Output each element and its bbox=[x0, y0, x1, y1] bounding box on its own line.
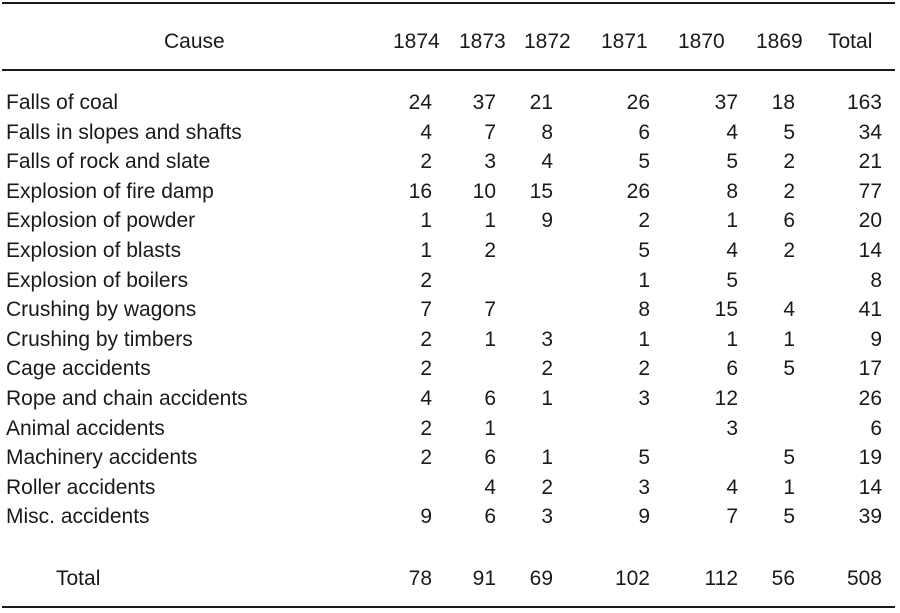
row-value: 3 bbox=[484, 150, 496, 174]
header-1874: 1874 bbox=[393, 30, 440, 53]
row-value: 5 bbox=[783, 505, 795, 529]
row-cause: Explosion of fire damp bbox=[6, 179, 214, 203]
row-value: 1 bbox=[420, 209, 432, 233]
row-value: 1 bbox=[638, 268, 650, 292]
row-value: 2 bbox=[420, 357, 432, 381]
table-row bbox=[0, 295, 900, 325]
row-value: 26 bbox=[626, 179, 650, 203]
row-value: 2 bbox=[638, 209, 650, 233]
row-value: 18 bbox=[771, 91, 795, 114]
row-value: 4 bbox=[420, 120, 432, 144]
row-value: 39 bbox=[858, 505, 882, 529]
row-value: 8 bbox=[726, 179, 738, 203]
row-value: 6 bbox=[870, 416, 882, 440]
row-value: 5 bbox=[783, 446, 795, 470]
table-row bbox=[0, 147, 900, 177]
total-1874: 78 bbox=[408, 567, 432, 590]
table-row bbox=[0, 325, 900, 355]
row-value: 7 bbox=[420, 298, 432, 322]
row-value: 1 bbox=[726, 209, 738, 233]
header-total: Total bbox=[828, 30, 873, 53]
row-value: 6 bbox=[484, 387, 496, 410]
row-cause: Explosion of blasts bbox=[6, 239, 182, 262]
table-total-row bbox=[0, 564, 900, 594]
row-value: 6 bbox=[484, 446, 496, 470]
row-value: 4 bbox=[726, 475, 738, 499]
row-value: 5 bbox=[638, 150, 650, 174]
row-value: 4 bbox=[541, 150, 553, 174]
row-value: 16 bbox=[408, 179, 432, 203]
row-value: 2 bbox=[783, 179, 795, 203]
row-value: 1 bbox=[541, 387, 553, 410]
row-value: 2 bbox=[420, 327, 432, 351]
row-value: 1 bbox=[638, 327, 650, 351]
row-value: 77 bbox=[858, 179, 882, 203]
row-value: 4 bbox=[726, 239, 738, 262]
row-cause: Crushing by timbers bbox=[6, 327, 193, 351]
total-1871: 102 bbox=[614, 567, 650, 590]
row-cause: Explosion of boilers bbox=[6, 268, 189, 292]
row-value: 1 bbox=[420, 239, 432, 262]
table-top-rule bbox=[2, 2, 895, 4]
row-cause: Misc. accidents bbox=[6, 505, 150, 529]
table-bottom-rule bbox=[2, 606, 895, 608]
row-value: 14 bbox=[858, 475, 882, 499]
row-value: 2 bbox=[638, 357, 650, 381]
row-value: 19 bbox=[858, 446, 882, 470]
row-value: 21 bbox=[529, 91, 553, 114]
row-value: 26 bbox=[858, 387, 882, 410]
row-value: 5 bbox=[783, 357, 795, 381]
row-value: 37 bbox=[714, 91, 738, 114]
row-value: 5 bbox=[638, 446, 650, 470]
row-value: 163 bbox=[846, 91, 882, 114]
row-value: 2 bbox=[783, 150, 795, 174]
row-value: 15 bbox=[529, 179, 553, 203]
row-value: 5 bbox=[726, 268, 738, 292]
row-value: 2 bbox=[541, 475, 553, 499]
table-row bbox=[0, 118, 900, 148]
row-cause: Machinery accidents bbox=[6, 446, 198, 470]
row-value: 6 bbox=[783, 209, 795, 233]
table-row bbox=[0, 384, 900, 414]
table-row bbox=[0, 266, 900, 296]
row-value: 41 bbox=[858, 298, 882, 322]
row-value: 1 bbox=[726, 327, 738, 351]
row-value: 1 bbox=[484, 209, 496, 233]
row-value: 1 bbox=[484, 327, 496, 351]
total-1872: 69 bbox=[529, 567, 553, 590]
row-value: 9 bbox=[420, 505, 432, 529]
table-header-row bbox=[0, 27, 900, 57]
row-value: 4 bbox=[783, 298, 795, 322]
table-row bbox=[0, 206, 900, 236]
row-value: 2 bbox=[783, 239, 795, 262]
table-row bbox=[0, 502, 900, 532]
header-1869: 1869 bbox=[756, 30, 803, 53]
table-row bbox=[0, 414, 900, 444]
row-value: 8 bbox=[541, 120, 553, 144]
row-value: 4 bbox=[726, 120, 738, 144]
total-grand: 508 bbox=[846, 567, 882, 590]
row-value: 37 bbox=[472, 91, 496, 114]
row-value: 2 bbox=[420, 446, 432, 470]
header-1871: 1871 bbox=[601, 30, 648, 53]
row-value: 2 bbox=[541, 357, 553, 381]
row-value: 5 bbox=[783, 120, 795, 144]
row-value: 4 bbox=[484, 475, 496, 499]
row-value: 9 bbox=[870, 327, 882, 351]
header-1873: 1873 bbox=[459, 30, 506, 53]
row-value: 21 bbox=[858, 150, 882, 174]
row-value: 3 bbox=[541, 327, 553, 351]
table-row bbox=[0, 473, 900, 503]
row-value: 2 bbox=[484, 239, 496, 262]
row-cause: Cage accidents bbox=[6, 357, 151, 381]
row-value: 26 bbox=[626, 91, 650, 114]
row-value: 7 bbox=[484, 298, 496, 322]
row-value: 7 bbox=[726, 505, 738, 529]
table-row bbox=[0, 177, 900, 207]
row-cause: Falls of rock and slate bbox=[6, 150, 211, 174]
table-row bbox=[0, 354, 900, 384]
row-value: 9 bbox=[541, 209, 553, 233]
header-1872: 1872 bbox=[524, 30, 571, 53]
row-value: 10 bbox=[472, 179, 496, 203]
row-value: 34 bbox=[858, 120, 882, 144]
row-cause: Falls of coal bbox=[6, 91, 119, 114]
row-value: 8 bbox=[870, 268, 882, 292]
row-value: 3 bbox=[638, 387, 650, 410]
row-value: 1 bbox=[783, 475, 795, 499]
row-value: 4 bbox=[420, 387, 432, 410]
row-cause: Explosion of powder bbox=[6, 209, 196, 233]
total-1870: 112 bbox=[704, 567, 738, 590]
row-value: 2 bbox=[420, 150, 432, 174]
total-1869: 56 bbox=[771, 567, 795, 590]
row-cause: Falls in slopes and shafts bbox=[6, 120, 242, 144]
table-row bbox=[0, 443, 900, 473]
row-value: 20 bbox=[858, 209, 882, 233]
row-value: 8 bbox=[638, 298, 650, 322]
row-cause: Crushing by wagons bbox=[6, 298, 197, 322]
table-row bbox=[0, 236, 900, 266]
row-value: 1 bbox=[783, 327, 795, 351]
row-value: 12 bbox=[714, 387, 738, 410]
header-rule bbox=[2, 69, 895, 71]
row-value: 1 bbox=[541, 446, 553, 470]
row-value: 24 bbox=[408, 91, 432, 114]
total-row-label: Total bbox=[56, 567, 101, 590]
row-value: 15 bbox=[714, 298, 738, 322]
row-value: 3 bbox=[638, 475, 650, 499]
header-1870: 1870 bbox=[678, 30, 725, 53]
row-value: 6 bbox=[638, 120, 650, 144]
row-value: 2 bbox=[420, 416, 432, 440]
row-value: 2 bbox=[420, 268, 432, 292]
row-value: 7 bbox=[484, 120, 496, 144]
row-cause: Rope and chain accidents bbox=[6, 387, 248, 410]
row-value: 5 bbox=[726, 150, 738, 174]
row-value: 9 bbox=[638, 505, 650, 529]
row-value: 14 bbox=[858, 239, 882, 262]
row-value: 1 bbox=[484, 416, 496, 440]
row-value: 5 bbox=[638, 239, 650, 262]
row-cause: Roller accidents bbox=[6, 475, 156, 499]
total-1873: 91 bbox=[472, 567, 496, 590]
row-value: 6 bbox=[726, 357, 738, 381]
header-cause: Cause bbox=[164, 30, 225, 53]
table-row bbox=[0, 88, 900, 118]
row-cause: Animal accidents bbox=[6, 416, 165, 440]
row-value: 17 bbox=[858, 357, 882, 381]
row-value: 3 bbox=[541, 505, 553, 529]
row-value: 6 bbox=[484, 505, 496, 529]
row-value: 3 bbox=[726, 416, 738, 440]
